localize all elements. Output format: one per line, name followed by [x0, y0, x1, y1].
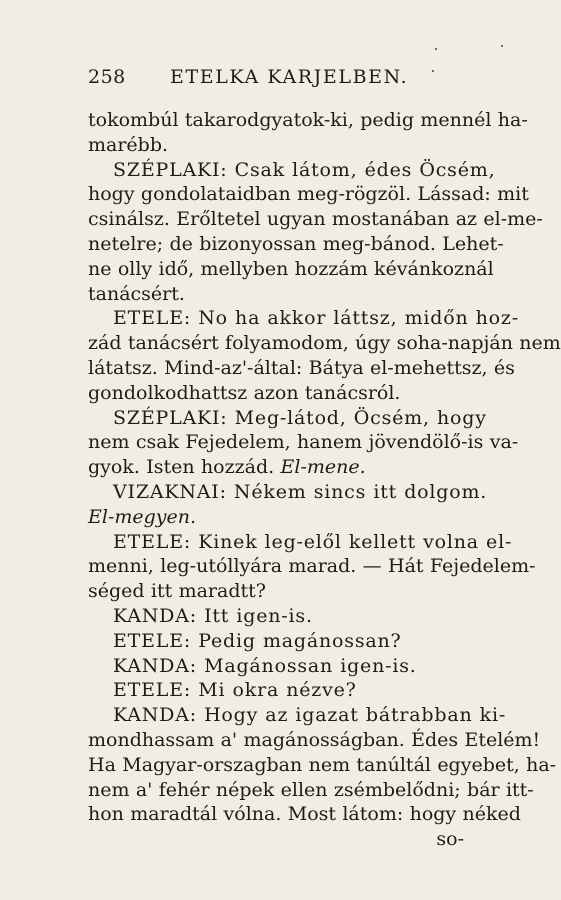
- text-line: tokombúl takarodgyatok-ki, pedig mennél ha-: [88, 109, 528, 131]
- speaker-line: SZÉPLAKI: Csak látom, édes Öcsém,: [113, 158, 496, 181]
- speaker-line: ETELE: Mi okra nézve?: [113, 679, 357, 702]
- text-line: séged itt maradtt?: [88, 580, 266, 603]
- text-line: nem csak Fejedelem, hanem jövendölő-is va-: [88, 431, 519, 454]
- text-line: mondhassam a' magánosságban. Édes Etelém!: [88, 728, 541, 751]
- stage-direction: El-mene.: [280, 456, 366, 479]
- ink-speck: [501, 45, 503, 47]
- ink-speck: [435, 48, 437, 50]
- speaker-line: KANDA: Itt igen-is.: [113, 604, 313, 627]
- stage-direction: El-megyen.: [88, 505, 197, 528]
- speaker-line: ETELE: No ha akkor láttsz, midőn hoz-: [113, 307, 519, 330]
- speaker-line: KANDA: Hogy az igazat bátrabban ki-: [113, 704, 507, 727]
- text-fragment: gyok. Isten hozzád.: [88, 456, 275, 479]
- speaker-line: SZÉPLAKI: Meg-látod, Öcsém, hogy: [113, 406, 487, 429]
- text-line: látatsz. Mind-az'-által: Bátya el-mehettsz, és: [88, 356, 515, 379]
- catchword-line: [88, 827, 490, 852]
- page-number: 258: [88, 66, 126, 88]
- text-line: Ha Magyar-orszagban nem tanúltál egyebet, ha-: [88, 753, 557, 776]
- text-line: ne olly idő, mellyben hozzám kévánkoznál: [88, 257, 494, 280]
- speaker-line: ETELE: Kinek leg-elől kellett volna el-: [113, 530, 513, 553]
- text-line: hogy gondolataidban meg-rögzöl. Lássad: mit: [88, 183, 529, 206]
- text-line: marébb.: [88, 133, 169, 156]
- speaker-line: VIZAKNAI: Nékem sincs itt dolgom.: [113, 480, 488, 503]
- text-line: zád tanácsért folyamodom, úgy soha-napján nem: [88, 332, 561, 355]
- running-head: ETELKA KARJELBEN.: [170, 66, 409, 88]
- text-line: gondolkodhattsz azon tanácsról.: [88, 381, 401, 404]
- text-line: csinálsz. Erőltetel ugyan mostanában az el-me-: [88, 208, 543, 231]
- catchword: so-: [436, 828, 464, 851]
- speaker-line: ETELE: Pedig magánossan?: [113, 629, 402, 652]
- speaker-line: KANDA: Magánossan igen-is.: [113, 654, 417, 677]
- text-line: menni, leg-utóllyára marad. — Hát Fejedelem-: [88, 555, 536, 578]
- text-line: netelre; de bizonyossan meg-bánod. Lehet-: [88, 232, 504, 255]
- text-line: [88, 455, 490, 480]
- text-line: hon maradtál vólna. Most látom: hogy néked: [88, 803, 521, 826]
- text-line: tanácsért.: [88, 282, 185, 305]
- page-text: [88, 108, 561, 852]
- page-header: [88, 58, 490, 90]
- text-line: nem a' fehér népek ellen zsémbelődni; bár itt-: [88, 778, 534, 801]
